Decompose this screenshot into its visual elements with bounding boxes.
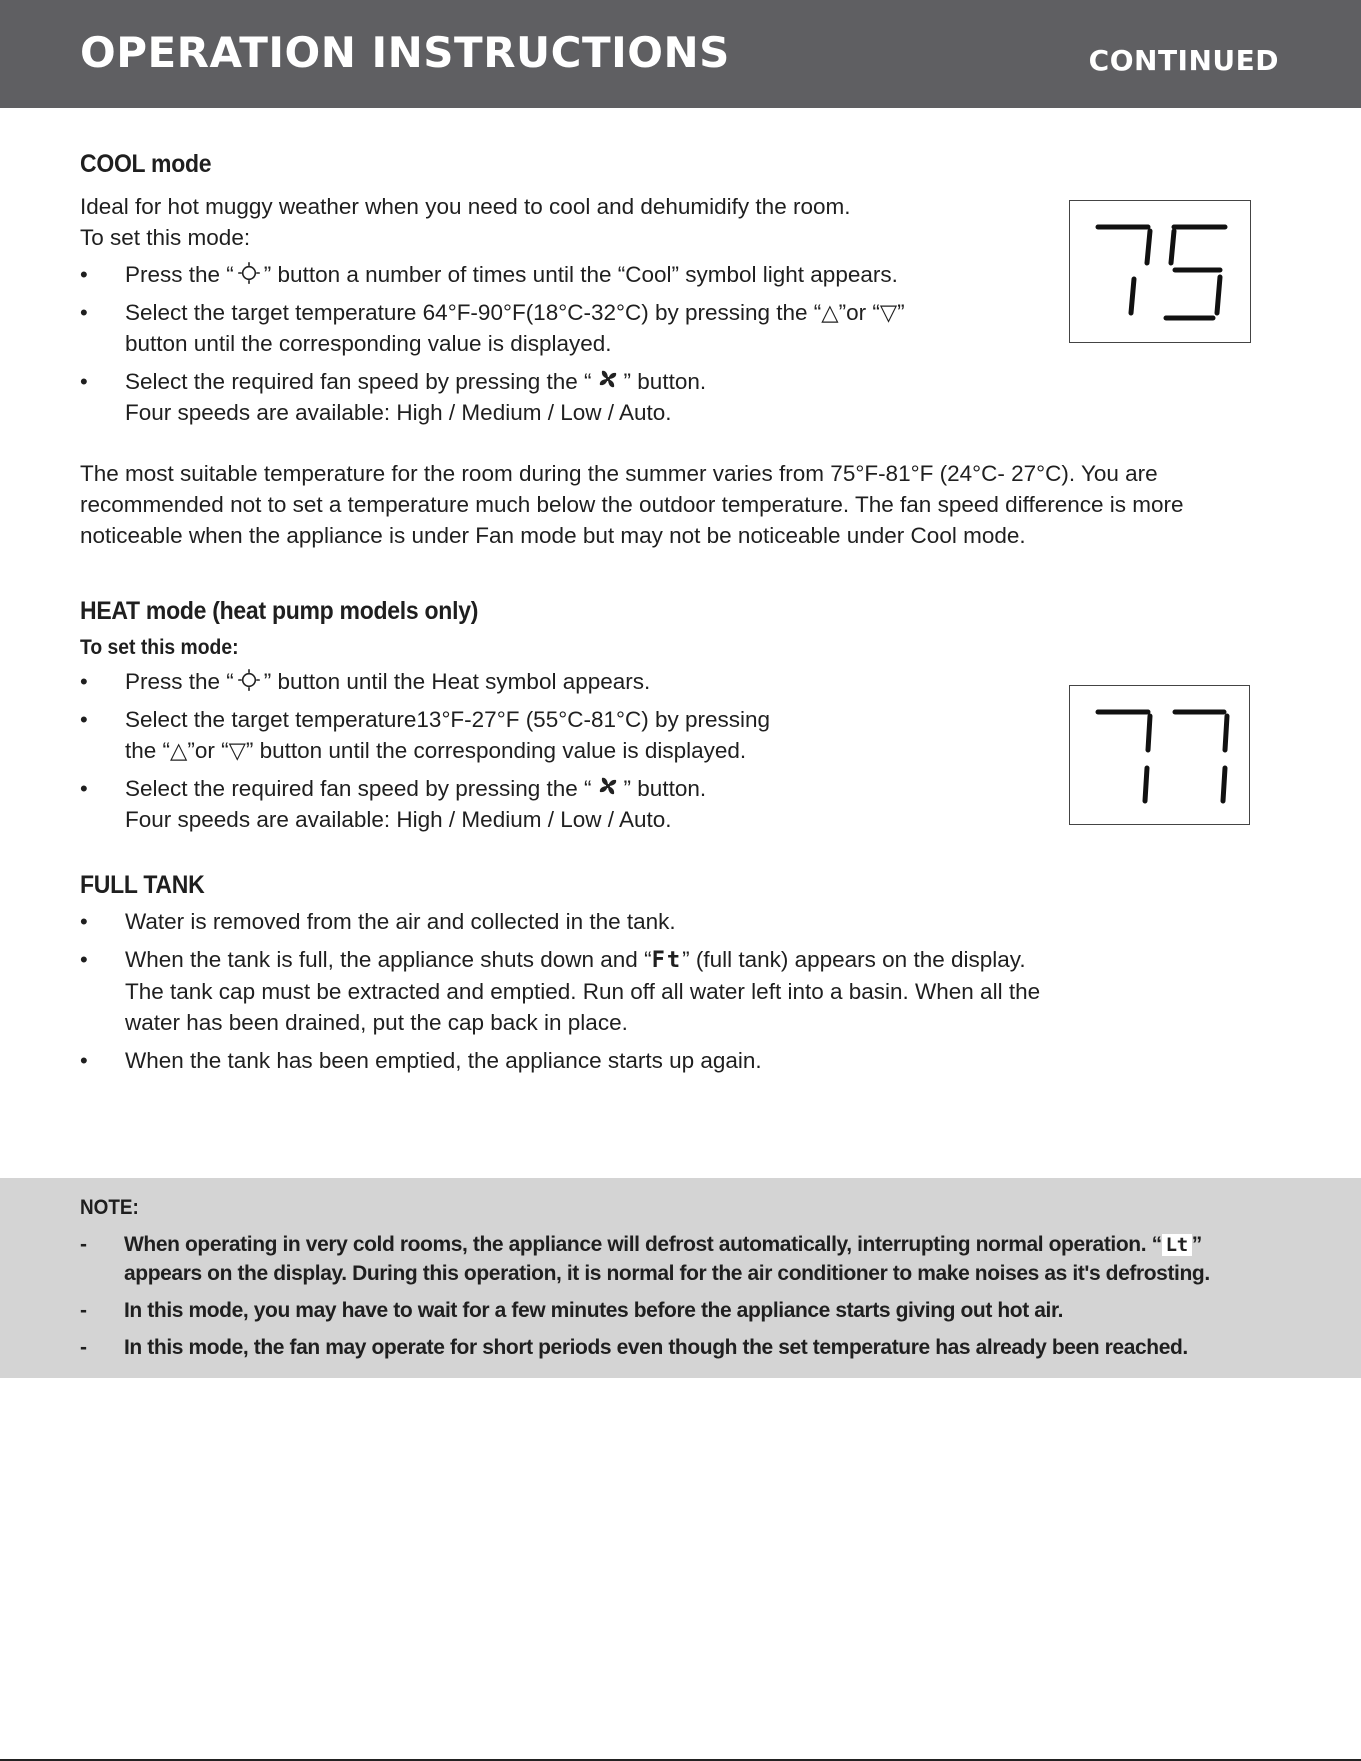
fan-icon bbox=[596, 774, 620, 798]
dash: - bbox=[80, 1233, 87, 1256]
page-content bbox=[80, 150, 1280, 1083]
continued-label: CONTINUED bbox=[1088, 44, 1279, 77]
bullet: • bbox=[80, 669, 88, 694]
bullet: • bbox=[80, 909, 88, 934]
cool-paragraph: The most suitable temperature for the room during the summer varies from 75°F-81°F (24°C- 27°C). You are recommended not to set a temperature much below the outdoor temperature. The fan speed difference is more noticeable when the appliance is under Fan mode but may not be noticeable under Cool mode. bbox=[80, 461, 1184, 548]
cool-mode-section bbox=[80, 150, 1280, 551]
note-list bbox=[80, 1230, 1300, 1362]
note-box bbox=[0, 1178, 1361, 1378]
note-title: NOTE: bbox=[80, 1196, 139, 1219]
heat-mode-heading: HEAT mode (heat pump models only) bbox=[80, 597, 479, 625]
list-item: • When the tank has been emptied, the appliance starts up again. bbox=[80, 1045, 1280, 1076]
list-item: • Select the required fan speed by pressing the “ ” button. Four speeds are available: High / Medium / Low / Auto. bbox=[80, 366, 1280, 428]
dash: - bbox=[80, 1336, 87, 1359]
cool-mode-heading: COOL mode bbox=[80, 150, 212, 178]
heat-subheading: To set this mode: bbox=[80, 636, 239, 659]
list-item: - In this mode, you may have to wait for a few minutes before the appliance starts giving out hot air. bbox=[80, 1296, 1300, 1325]
list-item: • When the tank is full, the appliance shuts down and “Ft” (full tank) appears on the display. The tank cap must be extracted and emptied. Run off all water left into a basin. When all the water has been drained, put the cap back in place. bbox=[80, 944, 1280, 1038]
sun-mode-icon bbox=[238, 669, 260, 691]
list-item: • Water is removed from the air and collected in the tank. bbox=[80, 906, 1280, 937]
cool-steps-list bbox=[80, 259, 1280, 428]
ft-code: Ft bbox=[651, 948, 683, 973]
list-item: • Select the target temperature 64°F-90°F(18°C-32°C) by pressing the “△”or “▽” button until the corresponding value is displayed. bbox=[80, 297, 1280, 359]
list-item: • Press the “ ” button until the Heat symbol appears. bbox=[80, 666, 1280, 697]
bullet: • bbox=[80, 1048, 88, 1073]
sun-mode-icon bbox=[238, 262, 260, 284]
dash: - bbox=[80, 1299, 87, 1322]
list-item: - When operating in very cold rooms, the appliance will defrost automatically, interrupting normal operation. “ Lt ” appears on the display. During this operation, it is normal for the air conditioner to make noises as it's defrosting. bbox=[80, 1230, 1300, 1288]
full-tank-section bbox=[80, 871, 1280, 1076]
heat-steps-list bbox=[80, 666, 1280, 835]
list-item: • Select the required fan speed by pressing the “ ” button. Four speeds are available: High / Medium / Low / Auto. bbox=[80, 773, 1280, 835]
fan-icon bbox=[596, 367, 620, 391]
cool-intro-line1: Ideal for hot muggy weather when you need to cool and dehumidify the room. bbox=[80, 194, 851, 219]
full-tank-heading: FULL TANK bbox=[80, 871, 205, 899]
bullet: • bbox=[80, 300, 88, 325]
heat-mode-section bbox=[80, 597, 1280, 835]
lt-code: Lt bbox=[1162, 1234, 1192, 1256]
bullet: • bbox=[80, 369, 88, 394]
full-tank-list bbox=[80, 906, 1280, 1076]
cool-intro-line2: To set this mode: bbox=[80, 225, 251, 250]
list-item: • Press the “ ” button a number of times until the “Cool” symbol light appears. bbox=[80, 259, 1280, 290]
list-item: - In this mode, the fan may operate for short periods even though the set temperature has already been reached. bbox=[80, 1333, 1300, 1362]
bullet: • bbox=[80, 947, 88, 972]
page-title: OPERATION INSTRUCTIONS bbox=[80, 28, 730, 77]
bullet: • bbox=[80, 776, 88, 801]
page-header bbox=[0, 0, 1361, 108]
bullet: • bbox=[80, 262, 88, 287]
list-item: • Select the target temperature13°F-27°F (55°C-81°C) by pressing the “△”or “▽” button until the corresponding value is displayed. bbox=[80, 704, 1280, 766]
bullet: • bbox=[80, 707, 88, 732]
